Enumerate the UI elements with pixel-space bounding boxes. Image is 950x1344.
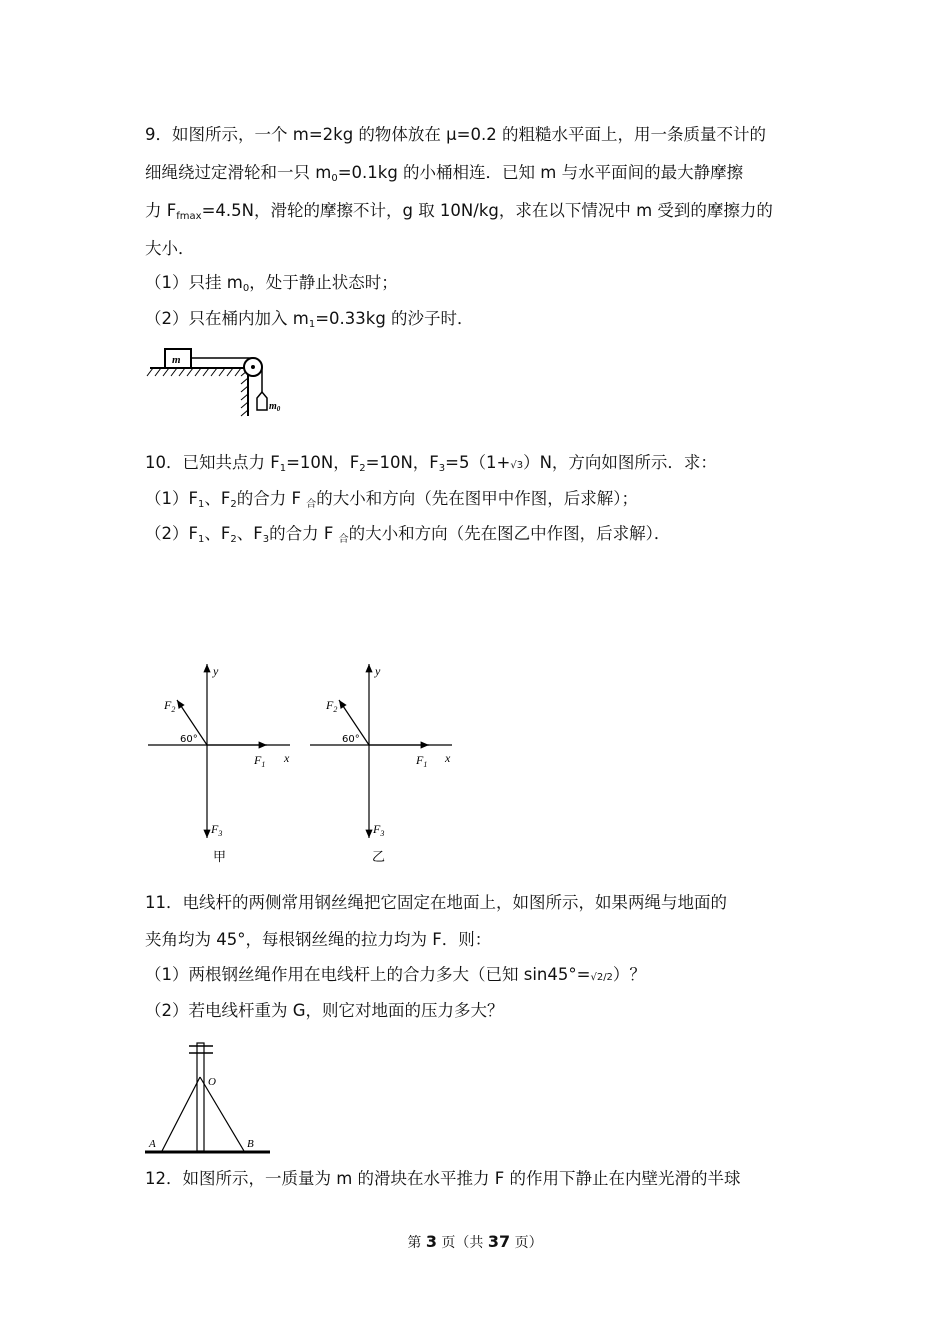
q11-line-1: 11．电线杆的两侧常用钢丝绳把它固定在地面上，如图所示，如果两绳与地面的	[145, 893, 727, 912]
q10-line-1: 10．已知共点力 $F_1=10N$，$F_2=10N$，$F_3=5(1+√3)N$，方向如图所示．求：	[145, 453, 717, 474]
q9-line-2: 细绳绕过定滑轮和一只 $m_0=0.1kg$ 的小桶相连．已知 m 与水平面间的最大静摩擦	[145, 163, 744, 184]
svg-text:F1: $F_1$	[416, 753, 428, 769]
q9-part-2: （2）只在桶内加入 $m_1=0.33kg$ 的沙子时．	[145, 309, 474, 330]
svg-text:F2: $F_2$	[164, 698, 176, 714]
q9-line-3: 力 $F_{fmax}=4.5N$，滑轮的摩擦不计，g 取 10N/kg，求在以下情况中 m 受到的摩擦力的	[145, 201, 773, 222]
svg-text:y: y	[213, 664, 219, 678]
diagram-yi	[310, 664, 452, 865]
q11-line-2: 夹角均为 45°，每根钢丝绳的拉力均为 F．则：	[145, 930, 492, 949]
caption-jia: 甲	[213, 850, 227, 865]
caption-yi: 乙	[372, 850, 386, 865]
bucket-label: $m_0$	[269, 401, 281, 413]
q11-pole-figure	[145, 1038, 275, 1156]
svg-text:O: O	[208, 1076, 216, 1088]
page-footer: 第 3 页（共 37 页）	[407, 1232, 543, 1251]
svg-text:60°: 60°	[180, 734, 198, 745]
svg-text:y: y	[375, 664, 381, 678]
diagram-jia	[148, 664, 290, 865]
q11-part-2: （2）若电线杆重为 G，则它对地面的压力多大？	[145, 1001, 504, 1020]
svg-text:F3: $F_3$	[211, 822, 223, 838]
q10-part-1: $(1)F_1$、$F_2$的合力 F $_合$的大小和方向（先在图甲中作图，后求解）；	[145, 489, 638, 510]
q9-line-1: 9．如图所示，一个 m=2kg 的物体放在 μ=0.2 的粗糙水平面上，用一条质量不计的	[145, 125, 766, 144]
q9-line-4: 大小．	[145, 239, 195, 258]
q9-pulley-figure	[145, 340, 295, 420]
svg-text:60°: 60°	[342, 734, 360, 745]
q11-part-1: （1）两根钢丝绳作用在电线杆上的合力多大（已知 sin45°=√2/2）？	[145, 965, 646, 984]
q9-part-1: （1）只挂 $m_0$，处于静止状态时；	[145, 273, 398, 294]
svg-text:F2: $F_2$	[326, 698, 338, 714]
q10-part-2: $(2)F_1$、$F_2$、$F_3$的合力 F $_合$的大小和方向（先在图乙中作图，后求解）．	[145, 524, 671, 545]
svg-text:F1: $F_1$	[254, 753, 266, 769]
svg-text:B: B	[247, 1138, 254, 1150]
svg-text:A: A	[149, 1138, 156, 1150]
q12-line-1: 12．如图所示，一质量为 m 的滑块在水平推力 F 的作用下静止在内壁光滑的半球	[145, 1169, 741, 1188]
svg-text:F3: $F_3$	[373, 822, 385, 838]
q10-force-diagrams	[140, 658, 470, 868]
svg-text:x: x	[445, 751, 451, 765]
block-label: m	[172, 354, 181, 366]
svg-text:x: x	[284, 751, 290, 765]
